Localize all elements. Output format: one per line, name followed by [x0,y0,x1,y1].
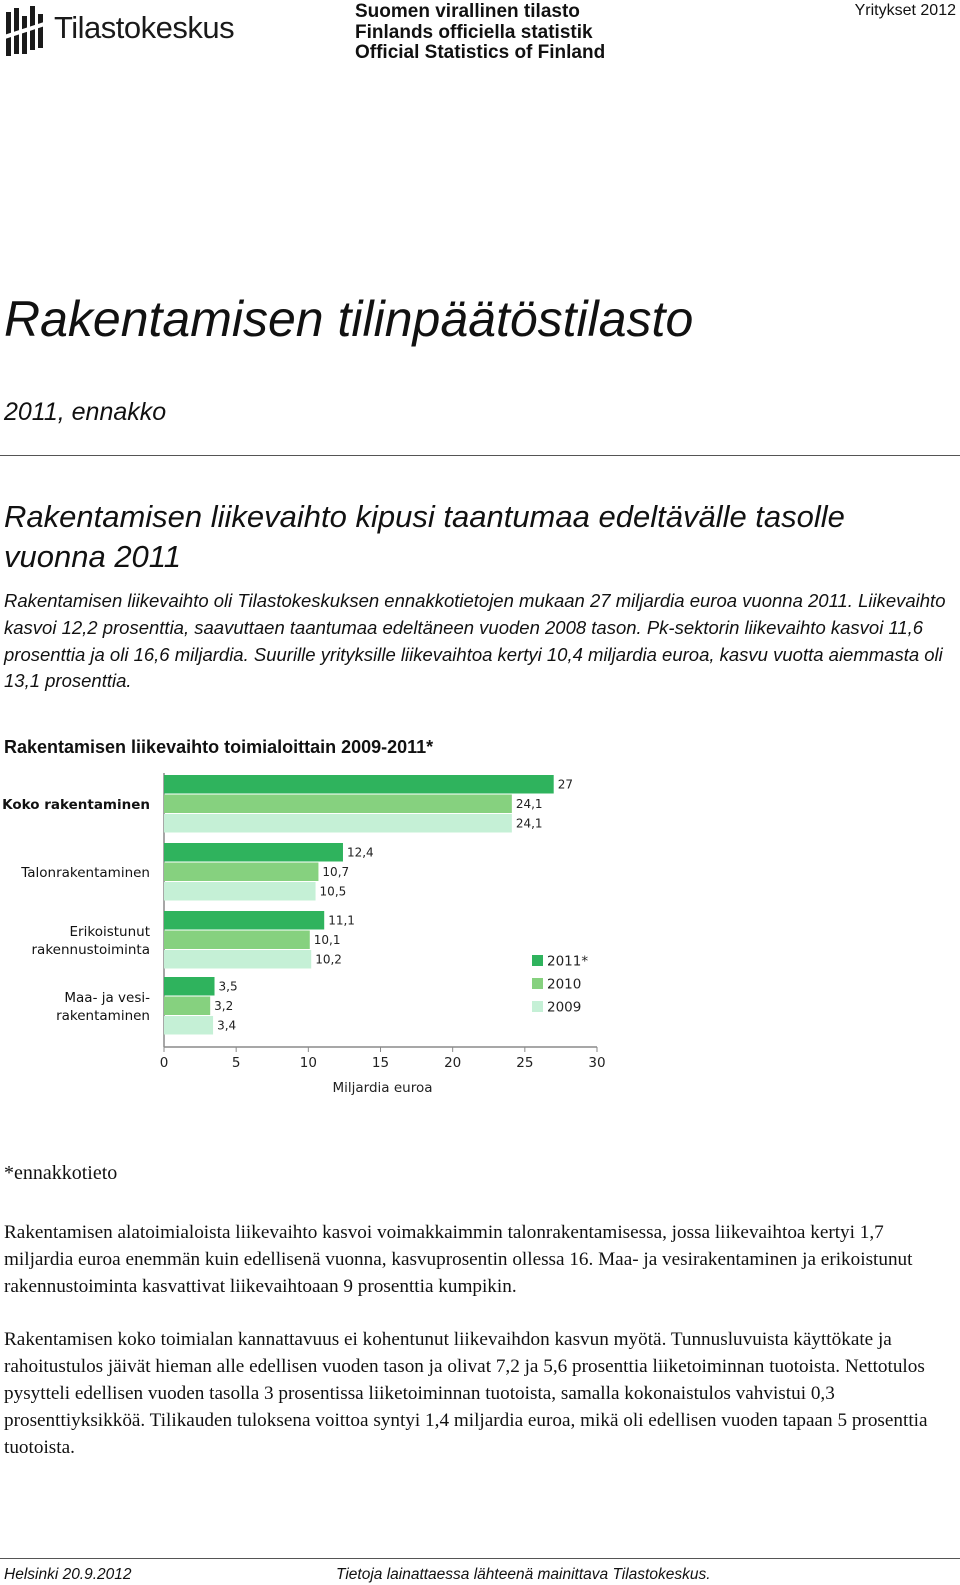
data-label: 10,2 [315,952,342,967]
x-axis-label: Miljardia euroa [332,1080,433,1096]
revenue-bar-chart [0,765,640,1110]
data-label: 3,5 [218,979,238,994]
official-line-en: Official Statistics of Finland [355,42,606,63]
legend-label: 2011* [547,953,589,970]
footer-date: Helsinki 20.9.2012 [4,1566,132,1583]
page-title: Rakentamisen tilinpäätöstilasto [4,291,694,347]
legend-label: 2010 [547,976,582,993]
bar [164,843,343,862]
body-paragraph-1: Rakentamisen alatoimialoista liikevaihto kasvoi voimakkaimmin talonrakentamisessa, jossa liikevaihtoa kertyi 1,7 miljardia euroa enemmän kuin edellisenä vuonna, kasvuprosentin ollessa 16. Maa- ja vesirakentaminen ja erikoistunut rakennustoiminta kasvattivat liikevaihtoaan 9 prosenttia kumpikin. [4,1222,913,1297]
data-label: 10,7 [322,864,350,879]
bar [164,911,324,930]
x-tick-label: 15 [371,1055,390,1071]
bar [164,931,310,950]
footer-citation: Tietoja lainattaessa lähteenä mainittava Tilastokeskus. [336,1566,711,1583]
official-line-fi: Suomen virallinen tilasto [355,1,580,22]
bar [164,795,512,814]
series-label: Yritykset 2012 [854,2,956,19]
bar [164,997,210,1016]
data-label: 24,1 [515,796,543,811]
logo-mark-icon [4,4,54,60]
bar [164,814,512,833]
legend-label: 2009 [547,999,582,1016]
data-label: 27 [557,777,573,792]
x-tick-label: 0 [159,1055,169,1071]
official-statistics-label [355,2,605,64]
top-divider [0,455,960,456]
body-paragraph-2: Rakentamisen koko toimialan kannattavuus ei kohentunut liikevaihdon kasvun myötä. Tunnusluvuista käyttökate ja rahoitustulos jäivät hieman alle edellisen vuoden tason ja olivat 7,2 ja 5,6 prosenttia liiketoiminnan tuotoista. Nettotulos pysytteli edellisen vuoden tasolla 3 prosentissa liiketoiminnan tuotoista, samalla kokonaistulos vahvistui 0,3 prosenttiyksikköä. Tilikauden tuloksena voittoa syntyi 1,4 miljardia euroa, mikä oli edellisen vuoden tapaan 5 prosenttia tuotoista. [4,1329,928,1458]
category-label: rakennustoiminta [31,941,150,958]
x-tick-label: 25 [516,1055,534,1071]
bar [164,950,311,969]
bar [164,1016,213,1035]
bar [164,977,215,996]
x-tick-label: 20 [444,1055,462,1071]
logo-wordmark: Tilastokeskus [54,10,235,45]
official-line-sv: Finlands officiella statistik [355,21,593,43]
data-label: 3,2 [214,998,234,1013]
bottom-divider [0,1558,960,1559]
legend-swatch [532,978,543,989]
data-label: 3,4 [217,1018,237,1033]
x-tick-label: 30 [588,1055,606,1071]
lead-paragraph: Rakentamisen liikevaihto oli Tilastokeskuksen ennakkotietojen mukaan 27 miljardia euroa vuonna 2011. Liikevaihto kasvoi 12,2 prosenttia, saavuttaen taantumaa edeltäneen vuoden 2008 tason. Pk-sektorin liikevaihto kasvoi 11,6 prosenttia ja oli 16,6 miljardia. Suurille yrityksille liikevaihtoa kertyi 10,4 miljardia euroa, kasvu vuotta aiemmasta oli 13,1 prosenttia. [4,590,946,692]
bar [164,775,554,794]
x-tick-label: 10 [299,1055,317,1071]
category-label: Erikoistunut [69,923,150,940]
article-headline: Rakentamisen liikevaihto kipusi taantumaa edeltävälle tasolle vuonna 2011 [4,499,845,574]
data-label: 10,1 [313,932,341,947]
chart-title: Rakentamisen liikevaihto toimialoittain 2009-2011* [4,737,434,757]
data-label: 12,4 [346,845,374,860]
category-label: Koko rakentaminen [2,796,150,813]
legend-swatch [532,1001,543,1012]
bar [164,863,318,882]
category-label: Talonrakentaminen [21,864,150,881]
data-label: 24,1 [515,816,543,831]
category-label: Maa- ja vesi- [64,989,150,1006]
footnote: *ennakkotieto [4,1162,118,1184]
legend-swatch [532,955,543,966]
category-label: rakentaminen [56,1007,150,1024]
bar [164,882,316,901]
data-label: 11,1 [328,913,355,928]
page-subtitle: 2011, ennakko [4,398,167,426]
x-tick-label: 5 [231,1055,241,1071]
data-label: 10,5 [319,884,347,899]
